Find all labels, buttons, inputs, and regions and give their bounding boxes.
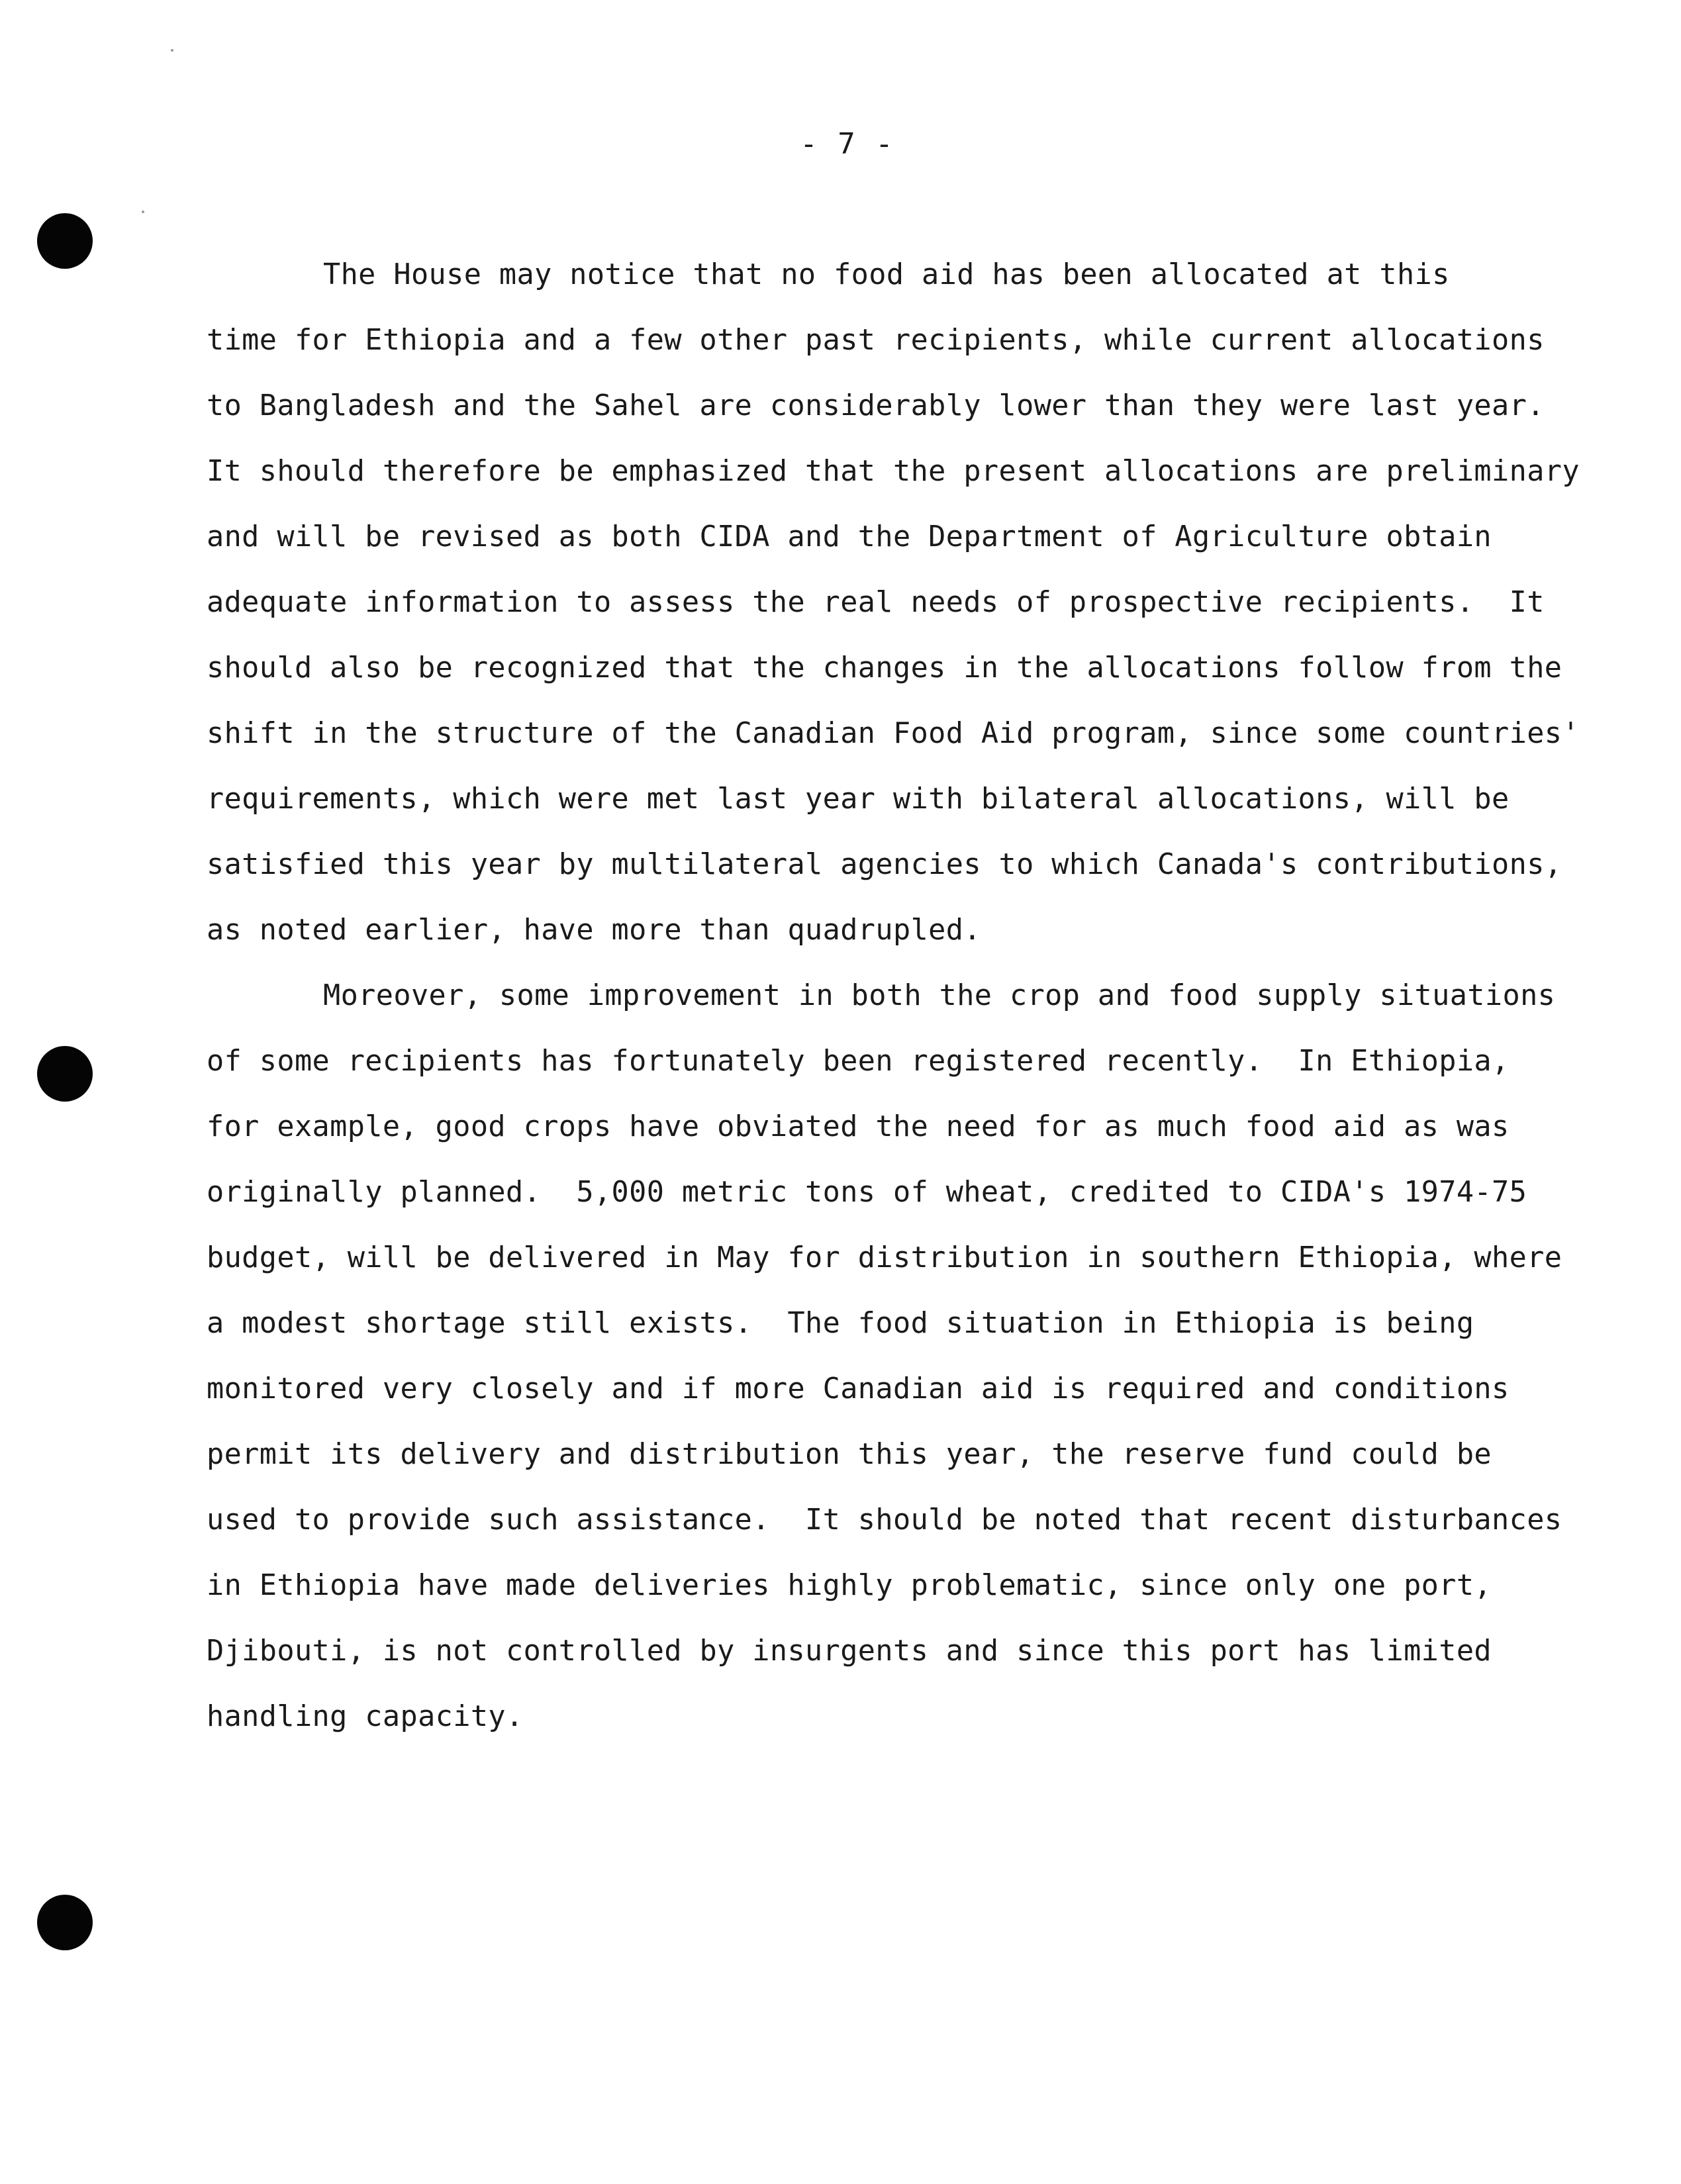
text-line: budget, will be delivered in May for distribution in southern Ethiopia, where [207,1241,1562,1274]
text-line: permit its delivery and distribution this year, the reserve fund could be [207,1438,1492,1471]
text-line: used to provide such assistance. It should be noted that recent disturbances [207,1503,1562,1537]
text-line: in Ethiopia have made deliveries highly problematic, since only one port, [207,1569,1492,1602]
scan-speck [142,211,144,213]
text-line: It should therefore be emphasized that the present allocations are preliminary [207,455,1580,488]
text-line: shift in the structure of the Canadian Food Aid program, since some countries' [207,717,1580,750]
text-line: monitored very closely and if more Canadian aid is required and conditions [207,1372,1510,1405]
text-line: requirements, which were met last year with bilateral allocations, will be [207,783,1510,816]
text-line: handling capacity. [207,1700,524,1733]
text-line: as noted earlier, have more than quadrupled. [207,914,981,947]
text-line: satisfied this year by multilateral agencies to which Canada's contributions, [207,848,1562,881]
text-line: to Bangladesh and the Sahel are considerably lower than they were last year. [207,389,1545,422]
text-line: Moreover, some improvement in both the crop and food supply situations [323,979,1556,1012]
punch-hole-top [37,213,93,269]
punch-hole-bottom [37,1895,93,1950]
page-number: - 7 - [800,127,894,161]
text-line: and will be revised as both CIDA and the Department of Agriculture obtain [207,520,1492,553]
scan-speck [171,49,173,52]
body-text [207,255,1580,1762]
text-line: should also be recognized that the changes in the allocations follow from the [207,651,1562,685]
text-line: adequate information to assess the real needs of prospective recipients. It [207,586,1545,619]
text-line: The House may notice that no food aid has been allocated at this [323,258,1450,291]
text-line: time for Ethiopia and a few other past recipients, while current allocations [207,324,1545,357]
text-line: a modest shortage still exists. The food situation in Ethiopia is being [207,1307,1474,1340]
text-line: of some recipients has fortunately been registered recently. In Ethiopia, [207,1045,1510,1078]
text-line: Djibouti, is not controlled by insurgents and since this port has limited [207,1635,1492,1668]
punch-hole-middle [37,1046,93,1102]
text-line: for example, good crops have obviated the need for as much food aid as was [207,1110,1510,1143]
text-line: originally planned. 5,000 metric tons of wheat, credited to CIDA's 1974-75 [207,1176,1527,1209]
